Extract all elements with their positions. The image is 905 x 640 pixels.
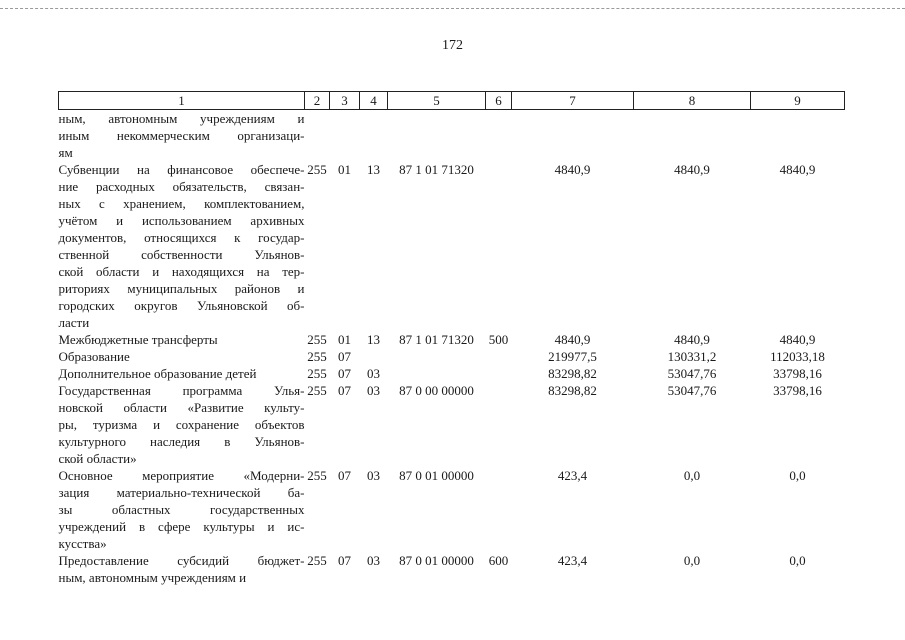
code-target: 87 0 01 00000 (399, 468, 474, 483)
row-name-line: Дополнительное образование детей (58, 366, 257, 381)
row-name-line: ям (58, 145, 73, 160)
amount-col8: 130331,2 (667, 349, 717, 364)
amount-col8: 0,0 (683, 468, 701, 483)
code-subsection: 13 (367, 162, 380, 177)
row-name-line: ных с хранением, комплектованием, (58, 196, 305, 211)
row-name-line: Предоставление субсидий бюджет- (58, 553, 305, 568)
code-subsection: 03 (367, 553, 380, 568)
row-name (59, 382, 305, 467)
code-subsection: 03 (367, 383, 380, 398)
amount-col8: 0,0 (683, 553, 701, 568)
row-name-line: ным, автономным учреждениям и (58, 570, 247, 585)
amount-col7: 83298,82 (548, 366, 597, 381)
code-target: 87 1 01 71320 (399, 332, 474, 347)
code-section: 07 (338, 349, 351, 364)
row-name-line: зация материально-технической ба- (58, 485, 305, 500)
amount-col7 (512, 110, 634, 162)
row-name-line: новской области «Развитие культу- (58, 400, 305, 415)
row-name-line: кусства» (58, 536, 107, 551)
table-header-row (59, 92, 845, 110)
amount-col8: 4840,9 (674, 162, 710, 177)
code-subsection (360, 110, 388, 162)
row-name (59, 331, 305, 348)
table-row (59, 331, 845, 348)
code-expense-type (486, 382, 512, 467)
amount-col9: 4840,9 (779, 332, 816, 347)
code-expense-type (486, 161, 512, 331)
code-gp (305, 110, 330, 162)
row-name (59, 467, 305, 552)
code-gp: 255 (307, 468, 327, 483)
amount-col7: 4840,9 (554, 162, 591, 177)
row-name (59, 348, 305, 365)
column-header: 4 (360, 92, 388, 110)
row-name-line: риториях муниципальных районов и (58, 281, 305, 296)
row-name (59, 552, 305, 586)
row-name-line: иным некоммерческим организаци- (58, 128, 305, 143)
code-subsection: 13 (367, 332, 380, 347)
code-subsection (360, 348, 388, 365)
column-header: 5 (388, 92, 486, 110)
column-header: 3 (330, 92, 360, 110)
code-section: 07 (338, 553, 351, 568)
row-name-line: ры, туризма и сохранение объектов (58, 417, 305, 432)
amount-col7: 423,4 (557, 553, 588, 568)
table-row (59, 382, 845, 467)
amount-col7: 219977,5 (548, 349, 597, 364)
table-row (59, 365, 845, 382)
code-target: 87 1 01 71320 (399, 162, 474, 177)
column-header: 7 (512, 92, 634, 110)
code-subsection: 03 (367, 366, 380, 381)
row-name (59, 161, 305, 331)
code-target: 87 0 01 00000 (399, 553, 474, 568)
amount-col9: 4840,9 (779, 162, 816, 177)
code-expense-type (486, 365, 512, 382)
row-name-line: учреждений в сфере культуры и ис- (58, 519, 305, 534)
table-row (59, 161, 845, 331)
column-header: 2 (305, 92, 330, 110)
code-expense-type (486, 110, 512, 162)
row-name-line: Государственная программа Улья- (58, 383, 305, 398)
row-name-line: ным, автономным учреждениям и (58, 111, 305, 126)
code-gp: 255 (307, 332, 327, 347)
code-gp: 255 (307, 366, 327, 381)
row-name-line: ской области» (58, 451, 137, 466)
code-gp: 255 (307, 162, 327, 177)
row-name-line: Межбюджетные трансферты (58, 332, 218, 347)
amount-col9 (751, 110, 845, 162)
row-name-line: ласти (58, 315, 90, 330)
code-target (388, 365, 486, 382)
code-section: 07 (338, 468, 351, 483)
row-name-line: ской области и находящихся на тер- (58, 264, 305, 279)
amount-col9: 33798,16 (773, 366, 822, 381)
code-target: 87 0 00 00000 (399, 383, 474, 398)
page-number: 172 (442, 38, 463, 53)
row-name (59, 110, 305, 162)
top-scan-line (0, 8, 905, 9)
code-gp: 255 (307, 553, 327, 568)
row-name (59, 365, 305, 382)
row-name-line: документов, относящихся к государ- (58, 230, 305, 245)
amount-col9: 112033,18 (770, 349, 825, 364)
row-name-line: Образование (58, 349, 130, 364)
table-row (59, 467, 845, 552)
row-name-line: Субвенции на финансовое обеспече- (58, 162, 305, 177)
row-name-line: зы областных государственных (58, 502, 305, 517)
code-subsection: 03 (367, 468, 380, 483)
row-name-line: Основное мероприятие «Модерни- (58, 468, 305, 483)
row-name-line: ственной собственности Ульянов- (58, 247, 305, 262)
table-row (59, 110, 845, 162)
row-name-line: городских округов Ульяновской об- (58, 298, 305, 313)
row-name-line: ние расходных обязательств, связан- (58, 179, 305, 194)
budget-table (58, 91, 845, 586)
code-section: 07 (338, 366, 351, 381)
code-expense-type: 600 (488, 553, 509, 568)
amount-col7: 423,4 (557, 468, 588, 483)
code-expense-type (486, 348, 512, 365)
row-name-line: учётом и использованием архивных (58, 213, 305, 228)
row-name-line: культурного наследия в Ульянов- (58, 434, 305, 449)
amount-col9: 33798,16 (773, 383, 822, 398)
column-header: 9 (751, 92, 845, 110)
amount-col7: 83298,82 (548, 383, 597, 398)
code-section: 01 (338, 162, 351, 177)
amount-col9: 0,0 (789, 468, 806, 483)
code-target (388, 348, 486, 365)
table-row (59, 348, 845, 365)
amount-col8 (634, 110, 751, 162)
amount-col8: 4840,9 (674, 332, 710, 347)
table-row (59, 552, 845, 586)
amount-col8: 53047,76 (667, 366, 717, 381)
code-expense-type (486, 467, 512, 552)
code-section: 01 (338, 332, 351, 347)
amount-col8: 53047,76 (667, 383, 717, 398)
column-header: 8 (634, 92, 751, 110)
amount-col9: 0,0 (789, 553, 806, 568)
code-section (330, 110, 360, 162)
amount-col7: 4840,9 (554, 332, 591, 347)
column-header: 6 (486, 92, 512, 110)
code-gp: 255 (307, 383, 327, 398)
code-target (388, 110, 486, 162)
code-expense-type: 500 (488, 332, 509, 347)
code-section: 07 (338, 383, 351, 398)
code-gp: 255 (307, 349, 327, 364)
column-header: 1 (59, 92, 305, 110)
